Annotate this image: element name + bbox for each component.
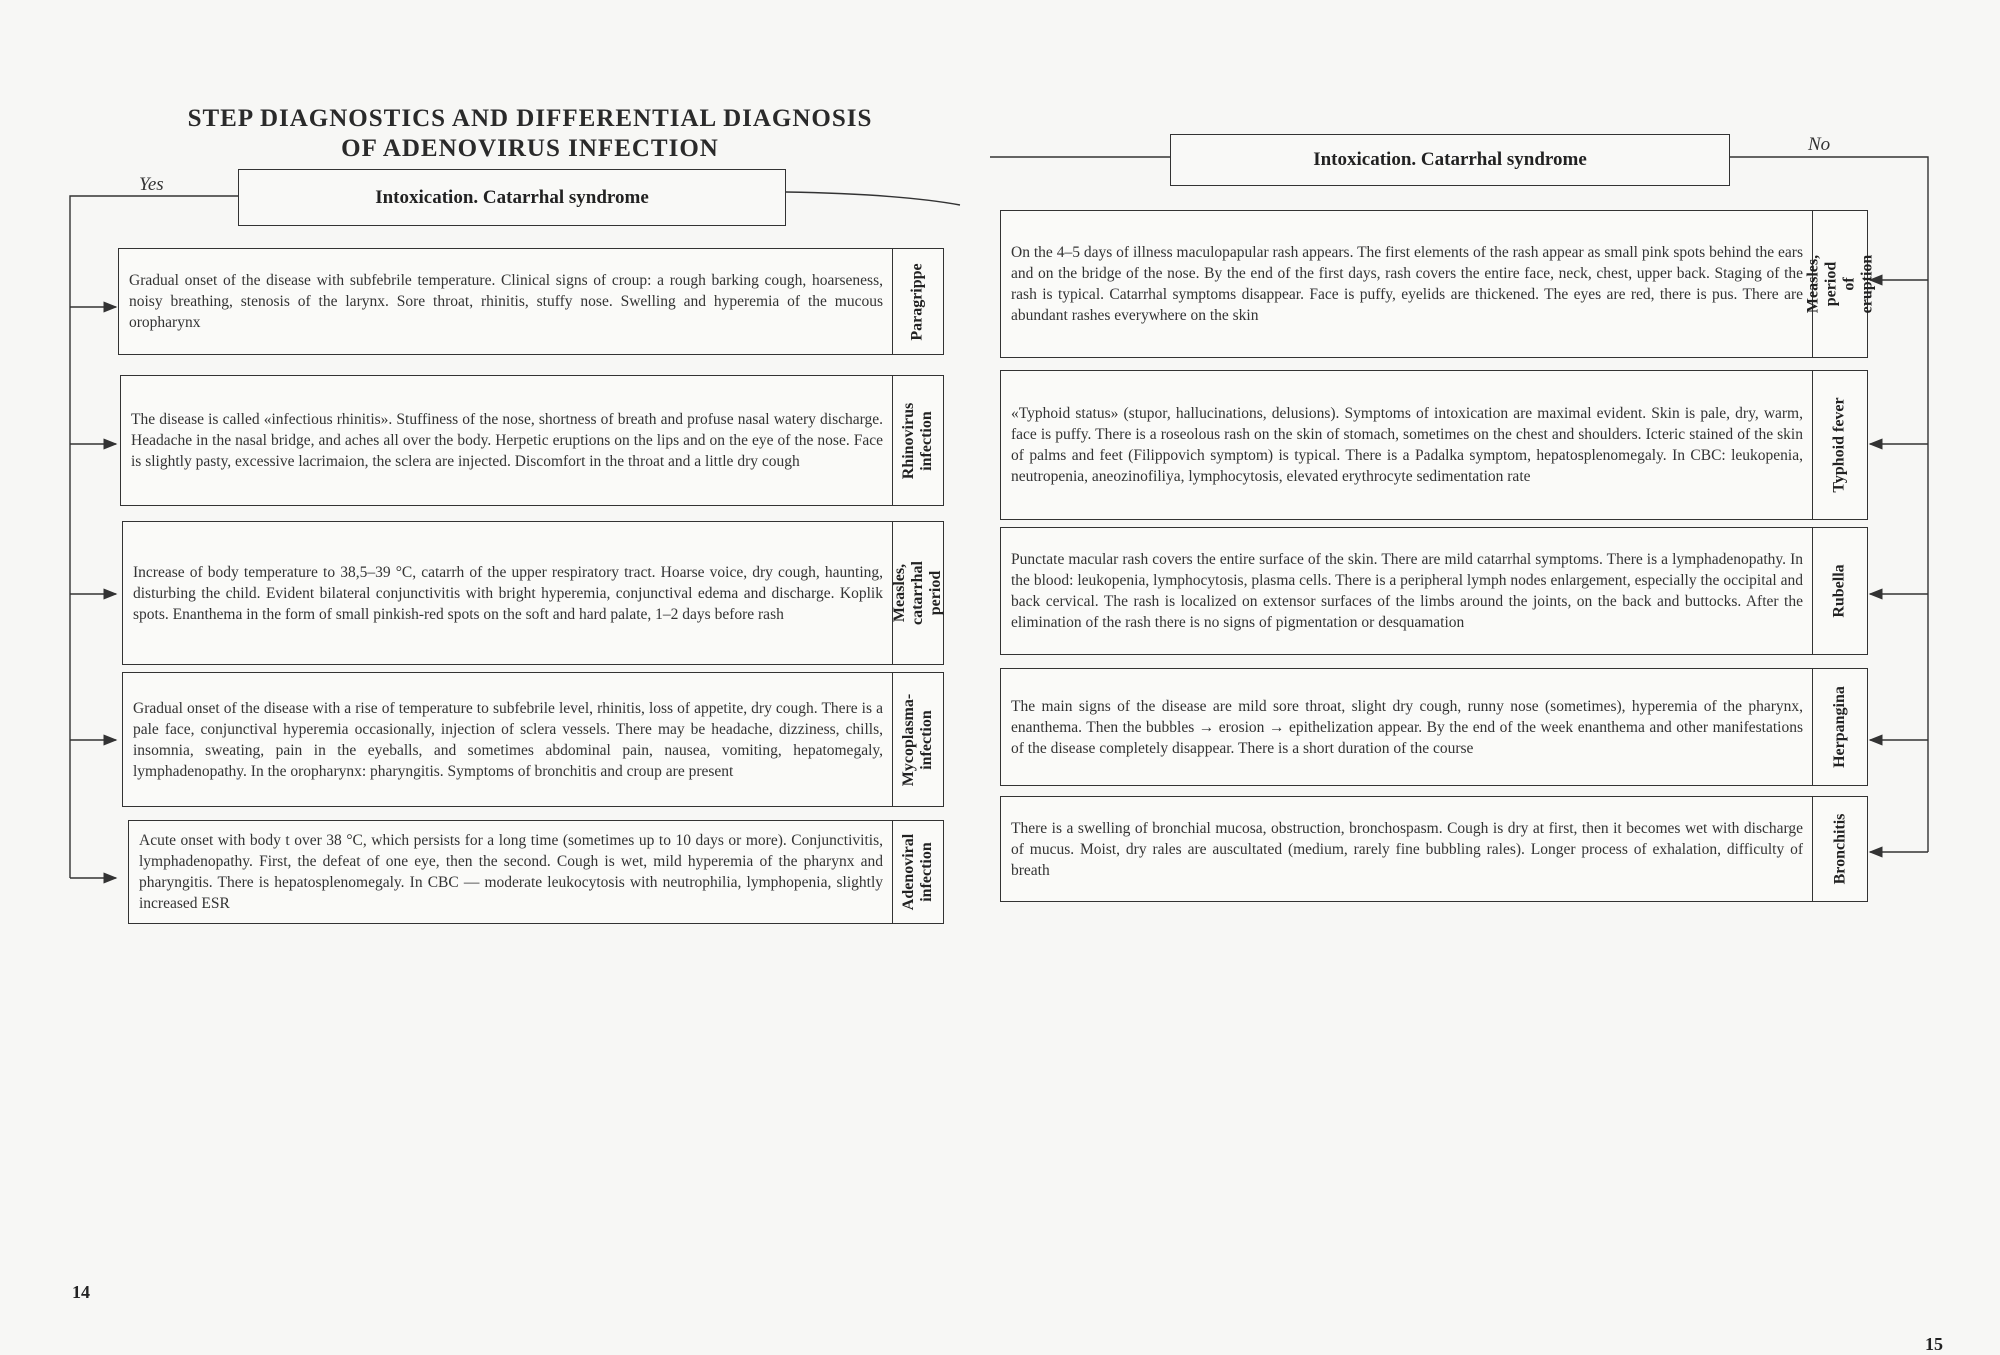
diagnosis-label: Paragrippe	[909, 262, 927, 341]
diagnosis-label-cell	[892, 522, 943, 664]
diagnosis-box-rubella	[1000, 527, 1868, 655]
diagnosis-label-cell	[892, 376, 943, 505]
diagnosis-text: Increase of body temperature to 38,5–39 °C, catarrh of the upper respiratory tract. Hoarse voice, dry cough, haunting, disturbing the child. Evident bilateral conjunctivitis with bright hyperemia, conjunctival edema and discharge. Koplik spots. Enanthema in the form of small pinkish-red spots on the soft and hard palate, 1–2 days before rash	[133, 563, 883, 623]
diagnosis-box-measles-catarrhal	[122, 521, 944, 665]
page-number-right: 15	[1925, 1334, 1943, 1354]
right-header-box	[1170, 134, 1730, 186]
diagnosis-label-cell	[1812, 371, 1867, 519]
diagnosis-label-cell	[892, 673, 943, 806]
diagram-title-line-2: OF ADENOVIRUS INFECTION	[341, 135, 719, 162]
diagnosis-text: Punctate macular rash covers the entire surface of the skin. There are mild catarrhal symptoms. There is a lymphadenopathy. In the blood: leukopenia, lymphocytosis, plasma cells. There is a peripheral lymph nodes enlargement, especially the occipital and back cervical. The rash is localized on extensor surfaces of the limbs around the joints, on the back and buttocks. After the elimination of the rash there is no signs of pigmentation or desquamation	[1011, 551, 1803, 631]
diagnosis-box-adenoviral	[128, 820, 944, 924]
diagnosis-label-cell	[892, 249, 943, 354]
diagnosis-label-cell	[892, 821, 943, 923]
diagnosis-label-cell	[1812, 528, 1867, 654]
diagnosis-label: Herpangina	[1831, 686, 1849, 768]
diagnosis-label-cell	[1804, 211, 1876, 357]
diagnosis-label: Measles, period of eruption	[1804, 254, 1876, 314]
diagnosis-text: The main signs of the disease are mild sore throat, slight dry cough, runny nose (sometimes), hyperemia of the pharynx, enanthema. Then the bubbles → erosion → epithelization appear. By the end of the week enanthema and other manifestations of the disease completely disappear. There is a short duration of the course	[1011, 697, 1803, 757]
diagnosis-text: «Typhoid status» (stupor, hallucinations, delusions). Symptoms of intoxication are maximal evident. Skin is pale, dry, warm, face is puffy. There is a roseolous rash on the skin of stomach, sometimes on the chest and shoulders. Icteric stained of the skin of palms and feet (Filippovich symptom) is typical. There is a Padalka symptom, hepatosplenomegaly. In CBC: leukopenia, neutropenia, aneozinofiliya, lymphocytosis, elevated erythrocyte sedimentation rate	[1011, 405, 1803, 485]
no-label: No	[1808, 134, 1831, 155]
diagnosis-box-rhinovirus	[120, 375, 944, 506]
diagnosis-label: Rubella	[1831, 564, 1848, 618]
diagnosis-box-typhoid	[1000, 370, 1868, 520]
diagnosis-box-measles-eruption	[1000, 210, 1876, 358]
diagnosis-text: Gradual onset of the disease with a rise of temperature to subfebrile level, rhinitis, loss of appetite, dry cough. There is a pale face, conjunctival hyperemia occasionally, injection of sclera vessels. There may be headache, dizziness, chills, insomnia, sweating, pain in the eyeballs, and sometimes abdominal pain, nausea, vomiting, hepatomegaly, lymphadenopathy. In the oropharynx: pharyngitis. Symptoms of bronchitis and croup are present	[133, 699, 883, 780]
diagnosis-label: Mycoplasma-infection	[900, 693, 935, 786]
diagnosis-text: The disease is called «infectious rhinitis». Stuffiness of the nose, shortness of breath and profuse nasal watery discharge. Headache in the nasal bridge, and aches all over the body. Herpetic eruptions on the lips and on the eye of the nose. Face is slightly pasty, excessive lacrimaion, the sclera are injected. Discomfort in the throat and a little dry cough	[131, 411, 883, 470]
diagnosis-label: Adenoviral infection	[900, 833, 936, 911]
diagnosis-box-mycoplasma	[122, 672, 944, 807]
diagnosis-box-bronchitis	[1000, 796, 1868, 902]
right-header-text: Intoxication. Catarrhal syndrome	[1313, 149, 1587, 170]
left-header-box	[238, 169, 786, 226]
yes-label: Yes	[139, 174, 164, 195]
page-number-left: 14	[72, 1282, 90, 1302]
diagnosis-label: Typhoid fever	[1831, 397, 1849, 493]
diagnosis-label: Rhinovirus infection	[900, 402, 935, 479]
diagnosis-text: On the 4–5 days of illness maculopapular rash appears. The first elements of the rash appear as small pink spots behind the ears and on the bridge of the nose. By the end of the first days, rash covers the entire face, neck, chest, upper back. Staging of the rash is typical. Catarrhal symptoms disappear. Face is puffy, eyelids are thickened. The eyes are red, there is pus. There are abundant rashes everywhere on the skin	[1011, 244, 1803, 324]
diagnosis-label-cell	[1812, 669, 1867, 785]
diagram-title-line-1: STEP DIAGNOSTICS AND DIFFERENTIAL DIAGNOSIS	[187, 105, 873, 132]
diagnosis-text: Gradual onset of the disease with subfebrile temperature. Clinical signs of croup: a rough barking cough, hoarseness, noisy breathing, stenosis of the larynx. Sore throat, rhinitis, stuffy nose. Swelling and hyperemia of the mucous oropharynx	[129, 272, 883, 331]
diagnosis-label-cell	[1812, 797, 1867, 901]
diagnosis-box-paragrippe	[118, 248, 944, 355]
diagnosis-label: Measles, catarrhal period	[891, 561, 945, 625]
left-header-text: Intoxication. Catarrhal syndrome	[375, 186, 649, 208]
diagnosis-text: There is a swelling of bronchial mucosa, obstruction, bronchospasm. Cough is dry at first, then it becomes wet with discharge of mucus. Moist, dry rales are auscultated (medium, rarely fine bubbling rales). Longer process of exhalation, difficulty of breath	[1011, 819, 1803, 879]
diagnosis-box-herpangina	[1000, 668, 1868, 786]
diagnosis-label: Bronchitis	[1831, 813, 1849, 885]
diagnosis-text: Acute onset with body t over 38 °C, which persists for a long time (sometimes up to 10 days or more). Conjunctivitis, lymphadenopathy. First, the defeat of one eye, then the second. Cough is wet, mild hyperemia of the pharynx and pharyngitis. There is hepatosplenomegaly. In CBC — moderate leukocytosis with neutrophilia, lymphopenia, slightly increased ESR	[139, 832, 883, 912]
